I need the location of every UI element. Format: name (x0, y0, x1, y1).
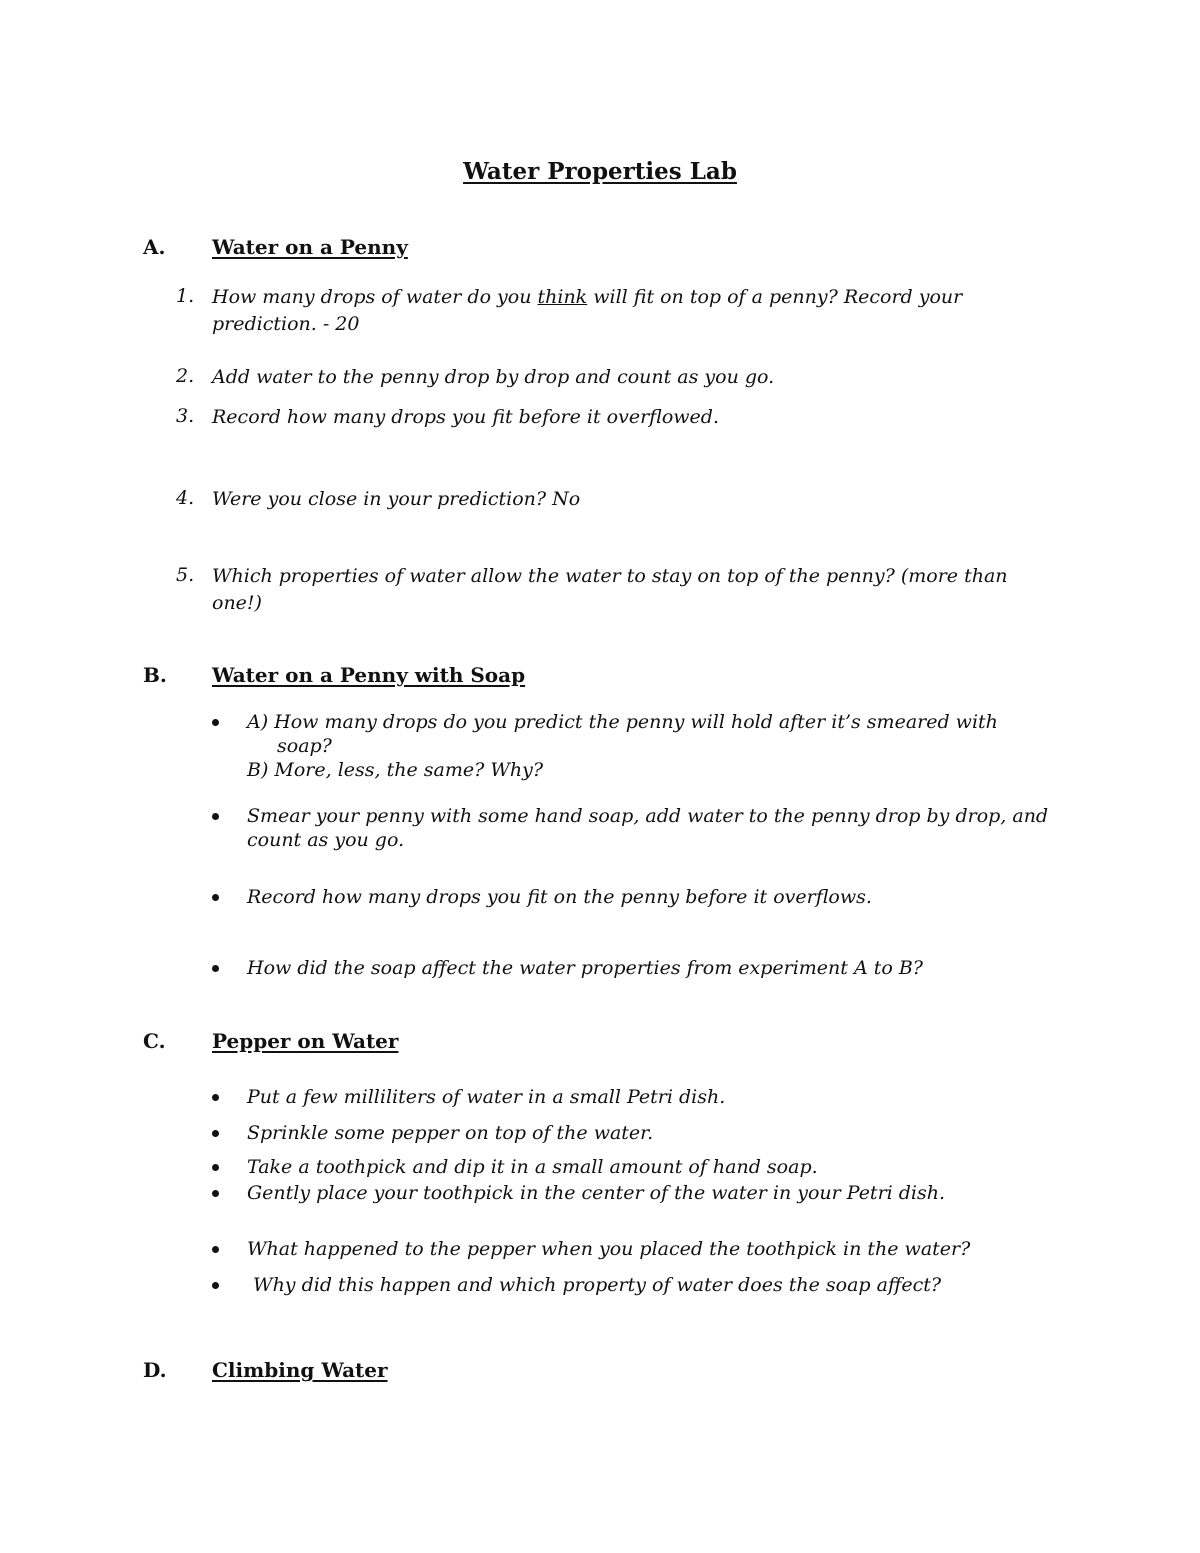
a-item-1-text-post: will fit on top of a penny? Record your (587, 286, 963, 308)
bullet-icon (211, 1273, 223, 1285)
bullet-icon (211, 1181, 223, 1193)
section-d-letter: D. (143, 1358, 167, 1382)
a-item-5 (212, 563, 1062, 617)
c-item-6: Why did this happen and which property of water does the soap affect? (247, 1274, 942, 1296)
b-item-1-line-1: A) How many drops do you predict the penny will hold after it’s smeared with (247, 711, 998, 733)
b-item-3: Record how many drops you fit on the penny before it overflows. (247, 886, 872, 908)
a-item-1-text-pre: How many drops of water do you (212, 286, 538, 308)
a-item-4: Were you close in your prediction? No (212, 488, 581, 510)
b-item-1-line-3: B) More, less, the same? Why? (247, 759, 544, 781)
c-item-5: What happened to the pepper when you placed the toothpick in the water? (247, 1238, 971, 1260)
b-item-2-line-2: count as you go. (247, 829, 405, 851)
a-item-1-emphasis: think (537, 286, 588, 308)
a-item-1-number: 1. (176, 285, 195, 307)
a-item-2: Add water to the penny drop by drop and count as you go. (212, 366, 775, 388)
section-b-title: Water on a Penny with Soap (212, 663, 526, 687)
a-item-2-number: 2. (176, 365, 195, 387)
c-item-1: Put a few milliliters of water in a small Petri dish. (247, 1086, 726, 1108)
c-item-4: Gently place your toothpick in the center of the water in your Petri dish. (247, 1182, 946, 1204)
b-item-4: How did the soap affect the water properties from experiment A to B? (247, 957, 923, 979)
a-item-5-text: Which properties of water allow the water to stay on top of the penny? (more than (212, 565, 1008, 587)
a-item-3: Record how many drops you fit before it overflowed. (212, 406, 719, 428)
bullet-icon (211, 1121, 223, 1133)
a-item-1-continuation: prediction. - 20 (212, 313, 360, 335)
section-a-letter: A. (143, 235, 166, 259)
c-item-3: Take a toothpick and dip it in a small amount of hand soap. (247, 1156, 818, 1178)
a-item-5-number: 5. (176, 564, 195, 586)
bullet-icon (211, 1237, 223, 1249)
b-item-1 (247, 710, 1067, 782)
bullet-icon (211, 710, 223, 722)
document-title: Water Properties Lab (463, 158, 737, 185)
a-item-1 (212, 284, 1062, 338)
b-item-2 (247, 804, 1067, 852)
section-a-title: Water on a Penny (212, 235, 408, 259)
section-b-letter: B. (143, 663, 167, 687)
b-item-2-line-1: Smear your penny with some hand soap, add water to the penny drop by drop, and (247, 805, 1049, 827)
section-c-letter: C. (143, 1029, 166, 1053)
c-item-2: Sprinkle some pepper on top of the water. (247, 1122, 654, 1144)
a-item-3-number: 3. (176, 405, 195, 427)
bullet-icon (211, 956, 223, 968)
a-item-5-continuation: one!) (212, 592, 262, 614)
bullet-icon (211, 804, 223, 816)
bullet-icon (211, 1155, 223, 1167)
section-c-title: Pepper on Water (212, 1029, 399, 1053)
b-item-1-line-2: soap? (277, 735, 332, 757)
bullet-icon (211, 885, 223, 897)
bullet-icon (211, 1085, 223, 1097)
section-d-title: Climbing Water (212, 1358, 388, 1382)
a-item-4-number: 4. (176, 487, 195, 509)
